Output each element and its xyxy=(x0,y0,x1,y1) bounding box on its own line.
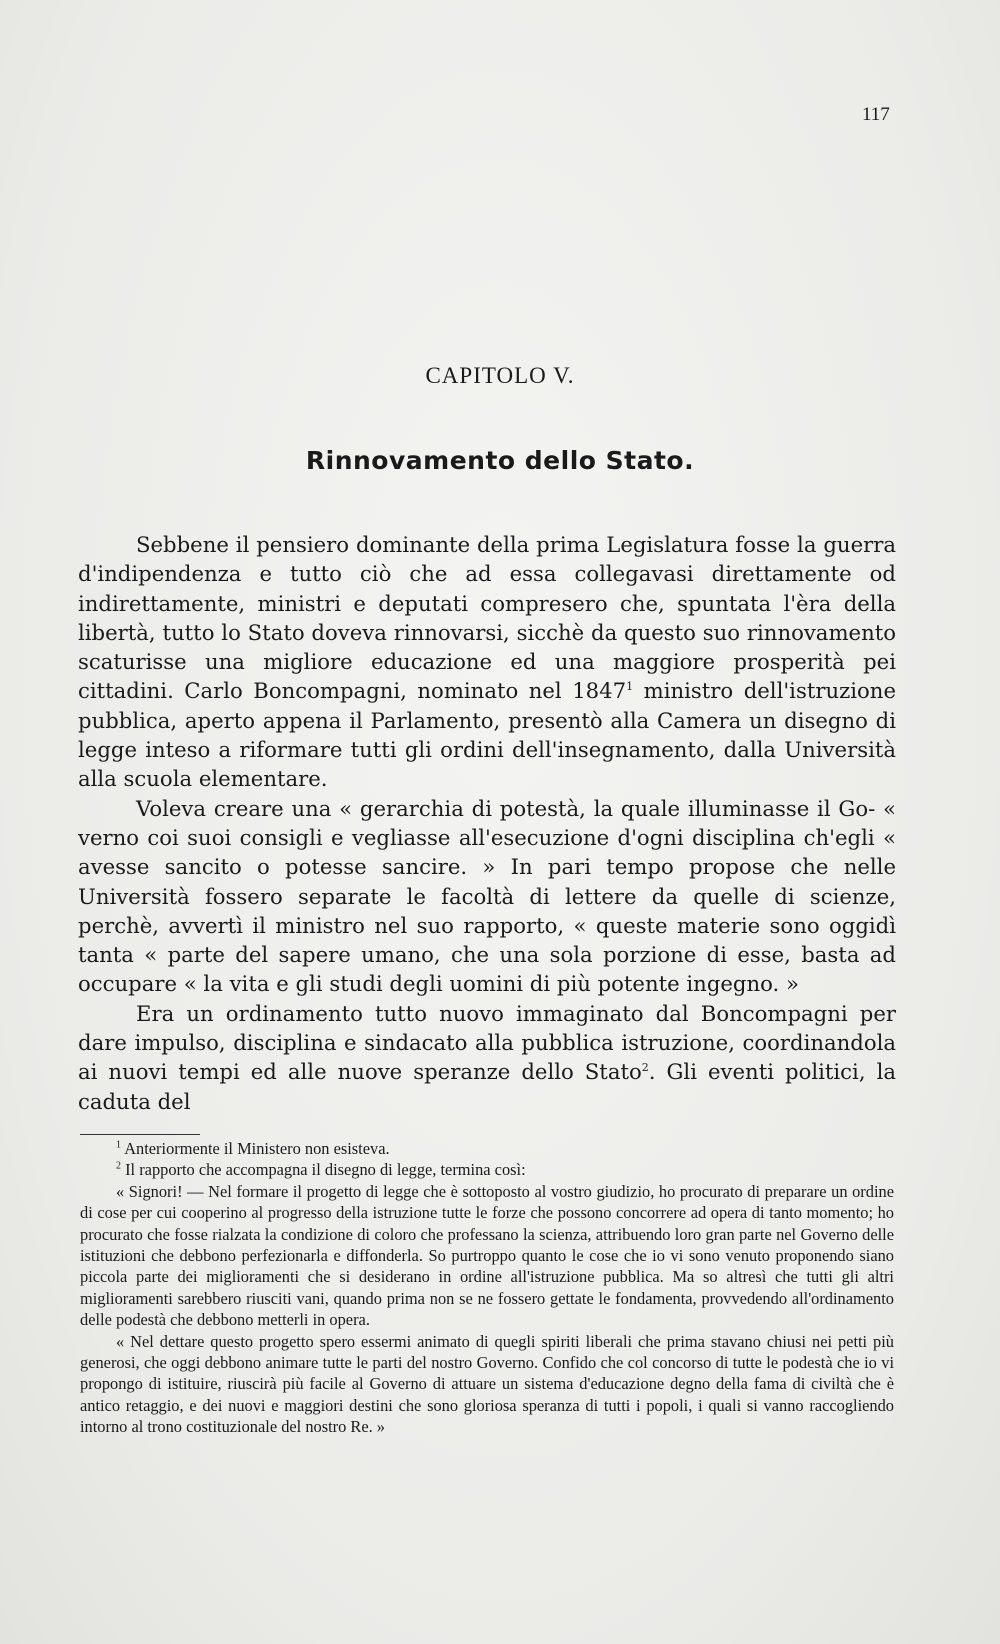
footnote: $^1$ Anteriormente il Ministero non esisteva. xyxy=(116,1139,390,1158)
paragraph: Era un ordinamento tutto nuovo immaginato dal Boncompagni per dare impulso, disciplina e sindacato alla pubblica istruzione, coordinandola ai nuovi tempi ed alle nuove speranze dello Stato$^2$. Gli eventi politici, la caduta del xyxy=(78,1000,896,1114)
body-text xyxy=(78,530,896,1116)
chapter-title: Rinnovamento dello Stato. xyxy=(305,446,695,475)
footnote-ref: 1 xyxy=(626,680,634,694)
footnote-ref: 2 xyxy=(641,1061,649,1075)
footnote-number: 1 xyxy=(116,1139,121,1151)
paragraph: Voleva creare una « gerarchia di potestà, la quale illuminasse il Go- « verno coi suoi consigli e vegliasse all'esecuzione d'ogni disciplina ch'egli « avesse sancito o potesse sancire. » In pari tempo propose che nelle Università fossero separate le facoltà di lettere da quelle di scienze, perchè, avvertì il ministro nel suo rapporto, « queste materie sono oggidì tanta « parte del sapere umano, che una sola porzione di esse, basta ad occupare « la vita e gli studi degli uomini di più potente ingegno. » xyxy=(78,795,896,997)
footnotes xyxy=(80,1138,894,1438)
paragraph: Sebbene il pensiero dominante della prima Legislatura fosse la guerra d'indipendenza e tutto ciò che ad essa collegavasi direttamente od indirettamente, ministri e deputati compresero che, spuntata l'èra della libertà, tutto lo Stato doveva rinnovarsi, sicchè da questo suo rinnovamento scaturisse una migliore educazione ed una maggiore prosperità pei cittadini. Carlo Boncompagni, nominato nel 1847$^1$ ministro dell'istruzione pubblica, aperto appena il Parlamento, presentò alla Camera un disegno di legge inteso a riformare tutti gli ordini dell'insegnamento, dalla Università alla scuola elementare. xyxy=(78,532,896,792)
footnote: $^2$ Il rapporto che accompagna il disegno di legge, termina così: xyxy=(116,1160,526,1180)
footnote-quote: « Signori! — Nel formare il progetto di legge che è sottoposto al vostro giudizio, ho procurato di preparare un ordine di cose per cui cooperino al progresso della istruzione tutte le forze che possono concorrere ad opera di tanto momento; ho procurato che fosse rialzata la condizione di coloro che professano la scienza, attribuendo loro gran parte nel Governo delle istituzioni che debbono perfezionarla e diffonderla. So purtroppo quanto le cose che io vi sono venuto proponendo siano piccola parte dei miglioramenti che si desiderano in ordine all'istruzione pubblica. Ma so altresì che tutti gli altri miglioramenti sarebbero riusciti vani, quando prima non se ne fossero gettate le fondamenta, provvedendo all'ordinamento delle podestà che debbono metterli in opera. xyxy=(80,1181,894,1330)
footnote-quote: « Nel dettare questo progetto spero essermi animato di quegli spiriti liberali che prima stavano chiusi nei petti più generosi, che oggi debbono animare tutte le parti del nostro Governo. Confido che col concorso di tutte le podestà che io vi propongo di istituire, riuscirà più facile al Governo di attuare un sistema d'educazione degno della fama di civiltà che è antico retaggio, e dei nuovi e maggiori destini che sono gloriosa speranza di tutti i popoli, i quali si vanno raccogliendo intorno al trono costituzionale del nostro Re. » xyxy=(80,1331,894,1437)
chapter-heading: CAPITOLO V. xyxy=(425,363,575,388)
footnote-number: 2 xyxy=(116,1160,121,1172)
page-number: 117 xyxy=(862,104,890,125)
footnote-divider xyxy=(80,1134,200,1135)
